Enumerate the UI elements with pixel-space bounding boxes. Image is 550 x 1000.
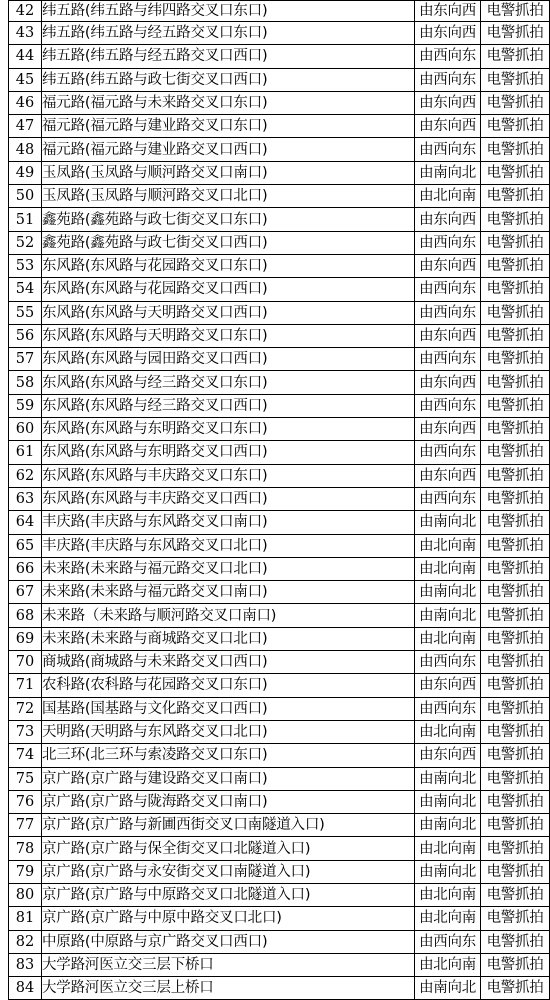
- row-number-cell: 46: [9, 91, 42, 114]
- capture-type-cell: 电警抓拍: [481, 115, 550, 138]
- location-cell: 纬五路(纬五路与纬四路交叉口东口): [42, 1, 415, 22]
- table-row: [9, 581, 550, 604]
- location-cell: 京广路(京广路与保全街交叉口北隧道入口): [42, 837, 415, 860]
- direction-cell: 由西向东: [415, 651, 481, 674]
- row-number-cell: 59: [9, 394, 42, 417]
- direction-cell: 由西向东: [415, 68, 481, 91]
- row-number-cell: 75: [9, 767, 42, 790]
- row-number-cell: 44: [9, 45, 42, 68]
- location-cell: 京广路(京广路与中原路交叉口北隧道入口): [42, 883, 415, 906]
- location-cell: 丰庆路(丰庆路与东风路交叉口北口): [42, 534, 415, 557]
- direction-cell: 由南向北: [415, 161, 481, 184]
- location-cell: 纬五路(纬五路与经五路交叉口西口): [42, 45, 415, 68]
- capture-type-cell: 电警抓拍: [481, 674, 550, 697]
- direction-cell: 由北向南: [415, 185, 481, 208]
- row-number-cell: 66: [9, 557, 42, 580]
- row-number-cell: 84: [9, 977, 42, 1000]
- capture-type-cell: 电警抓拍: [481, 231, 550, 254]
- location-cell: 东风路(东风路与花园路交叉口西口): [42, 278, 415, 301]
- location-cell: 鑫苑路(鑫苑路与政七街交叉口西口): [42, 231, 415, 254]
- capture-type-cell: 电警抓拍: [481, 45, 550, 68]
- direction-cell: 由北向南: [415, 534, 481, 557]
- table-body: [9, 1, 550, 1000]
- location-cell: 京广路(京广路与永安街交叉口南隧道入口): [42, 860, 415, 883]
- table-row: [9, 371, 550, 394]
- row-number-cell: 76: [9, 790, 42, 813]
- table-row: [9, 534, 550, 557]
- table-row: [9, 744, 550, 767]
- row-number-cell: 45: [9, 68, 42, 91]
- location-cell: 福元路(福元路与建业路交叉口西口): [42, 138, 415, 161]
- location-cell: 丰庆路(丰庆路与东风路交叉口南口): [42, 511, 415, 534]
- row-number-cell: 69: [9, 627, 42, 650]
- table-row: [9, 860, 550, 883]
- direction-cell: 由东向西: [415, 254, 481, 277]
- location-cell: 东风路(东风路与天明路交叉口西口): [42, 301, 415, 324]
- location-cell: 京广路(京广路与新圃西街交叉口南隧道入口): [42, 814, 415, 837]
- table-row: [9, 651, 550, 674]
- table-row: [9, 68, 550, 91]
- location-cell: 未来路(未来路与福元路交叉口南口): [42, 581, 415, 604]
- direction-cell: 由西向东: [415, 697, 481, 720]
- location-cell: 东风路(东风路与东明路交叉口西口): [42, 441, 415, 464]
- capture-type-cell: 电警抓拍: [481, 790, 550, 813]
- capture-type-cell: 电警抓拍: [481, 720, 550, 743]
- location-cell: 福元路(福元路与未来路交叉口东口): [42, 91, 415, 114]
- capture-type-cell: 电警抓拍: [481, 930, 550, 953]
- direction-cell: 由东向西: [415, 371, 481, 394]
- capture-type-cell: 电警抓拍: [481, 767, 550, 790]
- table-row: [9, 185, 550, 208]
- direction-cell: 由西向东: [415, 45, 481, 68]
- capture-type-cell: 电警抓拍: [481, 907, 550, 930]
- location-cell: 未来路(未来路与福元路交叉口北口): [42, 557, 415, 580]
- location-cell: 东风路(东风路与东明路交叉口东口): [42, 418, 415, 441]
- table-row: [9, 627, 550, 650]
- table-row: [9, 953, 550, 976]
- capture-type-cell: 电警抓拍: [481, 68, 550, 91]
- location-cell: 纬五路(纬五路与经五路交叉口东口): [42, 22, 415, 45]
- table-row: [9, 977, 550, 1000]
- capture-type-cell: 电警抓拍: [481, 418, 550, 441]
- table-row: [9, 45, 550, 68]
- location-cell: 中原路(中原路与京广路交叉口西口): [42, 930, 415, 953]
- capture-type-cell: 电警抓拍: [481, 254, 550, 277]
- capture-type-cell: 电警抓拍: [481, 371, 550, 394]
- table-row: [9, 604, 550, 627]
- capture-type-cell: 电警抓拍: [481, 208, 550, 231]
- direction-cell: 由北向南: [415, 837, 481, 860]
- row-number-cell: 55: [9, 301, 42, 324]
- capture-type-cell: 电警抓拍: [481, 953, 550, 976]
- location-cell: 京广路(京广路与中原中路交叉口北口): [42, 907, 415, 930]
- direction-cell: 由西向东: [415, 231, 481, 254]
- direction-cell: 由东向西: [415, 464, 481, 487]
- row-number-cell: 80: [9, 883, 42, 906]
- row-number-cell: 83: [9, 953, 42, 976]
- row-number-cell: 64: [9, 511, 42, 534]
- table-row: [9, 511, 550, 534]
- row-number-cell: 58: [9, 371, 42, 394]
- capture-type-cell: 电警抓拍: [481, 441, 550, 464]
- row-number-cell: 68: [9, 604, 42, 627]
- capture-type-cell: 电警抓拍: [481, 91, 550, 114]
- location-cell: 大学路河医立交三层上桥口: [42, 977, 415, 1000]
- direction-cell: 由西向东: [415, 138, 481, 161]
- direction-cell: 由西向东: [415, 394, 481, 417]
- capture-type-cell: 电警抓拍: [481, 627, 550, 650]
- direction-cell: 由西向东: [415, 441, 481, 464]
- table-row: [9, 720, 550, 743]
- direction-cell: 由西向东: [415, 301, 481, 324]
- table-row: [9, 557, 550, 580]
- capture-type-cell: 电警抓拍: [481, 394, 550, 417]
- table-row: [9, 418, 550, 441]
- row-number-cell: 49: [9, 161, 42, 184]
- location-cell: 福元路(福元路与建业路交叉口东口): [42, 115, 415, 138]
- row-number-cell: 51: [9, 208, 42, 231]
- row-number-cell: 53: [9, 254, 42, 277]
- row-number-cell: 65: [9, 534, 42, 557]
- capture-type-cell: 电警抓拍: [481, 837, 550, 860]
- table-row: [9, 138, 550, 161]
- table-row: [9, 1, 550, 22]
- location-cell: 农科路(农科路与花园路交叉口东口): [42, 674, 415, 697]
- direction-cell: 由南向北: [415, 511, 481, 534]
- row-number-cell: 81: [9, 907, 42, 930]
- location-cell: 鑫苑路(鑫苑路与政七街交叉口东口): [42, 208, 415, 231]
- location-cell: 东风路(东风路与园田路交叉口西口): [42, 348, 415, 371]
- row-number-cell: 48: [9, 138, 42, 161]
- direction-cell: 由东向西: [415, 418, 481, 441]
- row-number-cell: 63: [9, 487, 42, 510]
- capture-type-cell: 电警抓拍: [481, 487, 550, 510]
- table-row: [9, 837, 550, 860]
- direction-cell: 由南向北: [415, 767, 481, 790]
- row-number-cell: 42: [9, 1, 42, 22]
- capture-type-cell: 电警抓拍: [481, 534, 550, 557]
- capture-type-cell: 电警抓拍: [481, 977, 550, 1000]
- direction-cell: 由南向北: [415, 604, 481, 627]
- row-number-cell: 60: [9, 418, 42, 441]
- table-row: [9, 254, 550, 277]
- direction-cell: 由西向东: [415, 278, 481, 301]
- capture-type-cell: 电警抓拍: [481, 138, 550, 161]
- location-cell: 玉凤路(玉凤路与顺河路交叉口北口): [42, 185, 415, 208]
- direction-cell: 由东向西: [415, 208, 481, 231]
- direction-cell: 由南向北: [415, 814, 481, 837]
- location-cell: 北三环(北三环与索凌路交叉口东口): [42, 744, 415, 767]
- row-number-cell: 47: [9, 115, 42, 138]
- enforcement-location-table: [8, 0, 550, 1000]
- table-row: [9, 907, 550, 930]
- row-number-cell: 71: [9, 674, 42, 697]
- capture-type-cell: 电警抓拍: [481, 604, 550, 627]
- table-row: [9, 161, 550, 184]
- location-cell: 京广路(京广路与建设路交叉口南口): [42, 767, 415, 790]
- location-cell: 商城路(商城路与未来路交叉口西口): [42, 651, 415, 674]
- capture-type-cell: 电警抓拍: [481, 348, 550, 371]
- capture-type-cell: 电警抓拍: [481, 883, 550, 906]
- direction-cell: 由东向西: [415, 22, 481, 45]
- direction-cell: 由东向西: [415, 674, 481, 697]
- table-row: [9, 441, 550, 464]
- row-number-cell: 82: [9, 930, 42, 953]
- row-number-cell: 62: [9, 464, 42, 487]
- location-cell: 国基路(国基路与文化路交叉口西口): [42, 697, 415, 720]
- direction-cell: 由北向南: [415, 883, 481, 906]
- table-row: [9, 674, 550, 697]
- table-row: [9, 208, 550, 231]
- capture-type-cell: 电警抓拍: [481, 860, 550, 883]
- location-cell: 东风路(东风路与花园路交叉口东口): [42, 254, 415, 277]
- row-number-cell: 54: [9, 278, 42, 301]
- direction-cell: 由东向西: [415, 115, 481, 138]
- direction-cell: 由东向西: [415, 324, 481, 347]
- table-row: [9, 22, 550, 45]
- location-cell: 未来路(未来路与商城路交叉口北口): [42, 627, 415, 650]
- table-row: [9, 814, 550, 837]
- direction-cell: 由西向东: [415, 487, 481, 510]
- table-row: [9, 301, 550, 324]
- direction-cell: 由南向北: [415, 860, 481, 883]
- table-row: [9, 324, 550, 347]
- location-cell: 东风路(东风路与丰庆路交叉口西口): [42, 487, 415, 510]
- row-number-cell: 43: [9, 22, 42, 45]
- table-row: [9, 697, 550, 720]
- location-cell: 天明路(天明路与东风路交叉口北口): [42, 720, 415, 743]
- direction-cell: 由南向北: [415, 977, 481, 1000]
- capture-type-cell: 电警抓拍: [481, 464, 550, 487]
- direction-cell: 由东向西: [415, 744, 481, 767]
- capture-type-cell: 电警抓拍: [481, 814, 550, 837]
- row-number-cell: 72: [9, 697, 42, 720]
- direction-cell: 由西向东: [415, 930, 481, 953]
- table-row: [9, 394, 550, 417]
- capture-type-cell: 电警抓拍: [481, 22, 550, 45]
- capture-type-cell: 电警抓拍: [481, 557, 550, 580]
- direction-cell: 由西向东: [415, 348, 481, 371]
- row-number-cell: 77: [9, 814, 42, 837]
- direction-cell: 由南向北: [415, 581, 481, 604]
- row-number-cell: 50: [9, 185, 42, 208]
- row-number-cell: 56: [9, 324, 42, 347]
- table-row: [9, 883, 550, 906]
- row-number-cell: 67: [9, 581, 42, 604]
- table-row: [9, 278, 550, 301]
- direction-cell: 由北向南: [415, 557, 481, 580]
- capture-type-cell: 电警抓拍: [481, 697, 550, 720]
- direction-cell: 由北向南: [415, 627, 481, 650]
- table-row: [9, 487, 550, 510]
- row-number-cell: 79: [9, 860, 42, 883]
- capture-type-cell: 电警抓拍: [481, 161, 550, 184]
- capture-type-cell: 电警抓拍: [481, 301, 550, 324]
- capture-type-cell: 电警抓拍: [481, 1, 550, 22]
- capture-type-cell: 电警抓拍: [481, 581, 550, 604]
- capture-type-cell: 电警抓拍: [481, 511, 550, 534]
- table-row: [9, 930, 550, 953]
- direction-cell: 由东向西: [415, 1, 481, 22]
- row-number-cell: 70: [9, 651, 42, 674]
- table-row: [9, 231, 550, 254]
- row-number-cell: 74: [9, 744, 42, 767]
- capture-type-cell: 电警抓拍: [481, 324, 550, 347]
- direction-cell: 由东向西: [415, 91, 481, 114]
- table-row: [9, 348, 550, 371]
- row-number-cell: 73: [9, 720, 42, 743]
- table-row: [9, 464, 550, 487]
- location-cell: 未来路（未来路与顺河路交叉口南口): [42, 604, 415, 627]
- capture-type-cell: 电警抓拍: [481, 185, 550, 208]
- table-row: [9, 115, 550, 138]
- capture-type-cell: 电警抓拍: [481, 651, 550, 674]
- direction-cell: 由北向南: [415, 720, 481, 743]
- row-number-cell: 78: [9, 837, 42, 860]
- location-cell: 东风路(东风路与天明路交叉口东口): [42, 324, 415, 347]
- row-number-cell: 52: [9, 231, 42, 254]
- location-cell: 东风路(东风路与丰庆路交叉口东口): [42, 464, 415, 487]
- direction-cell: 由北向南: [415, 953, 481, 976]
- table-row: [9, 91, 550, 114]
- row-number-cell: 57: [9, 348, 42, 371]
- capture-type-cell: 电警抓拍: [481, 278, 550, 301]
- table-row: [9, 790, 550, 813]
- location-cell: 纬五路(纬五路与政七街交叉口西口): [42, 68, 415, 91]
- direction-cell: 由南向北: [415, 790, 481, 813]
- location-cell: 玉凤路(玉凤路与顺河路交叉口南口): [42, 161, 415, 184]
- direction-cell: 由北向南: [415, 907, 481, 930]
- table-row: [9, 767, 550, 790]
- capture-type-cell: 电警抓拍: [481, 744, 550, 767]
- location-cell: 大学路河医立交三层下桥口: [42, 953, 415, 976]
- location-cell: 东风路(东风路与经三路交叉口东口): [42, 371, 415, 394]
- row-number-cell: 61: [9, 441, 42, 464]
- location-cell: 京广路(京广路与陇海路交叉口南口): [42, 790, 415, 813]
- location-cell: 东风路(东风路与经三路交叉口西口): [42, 394, 415, 417]
